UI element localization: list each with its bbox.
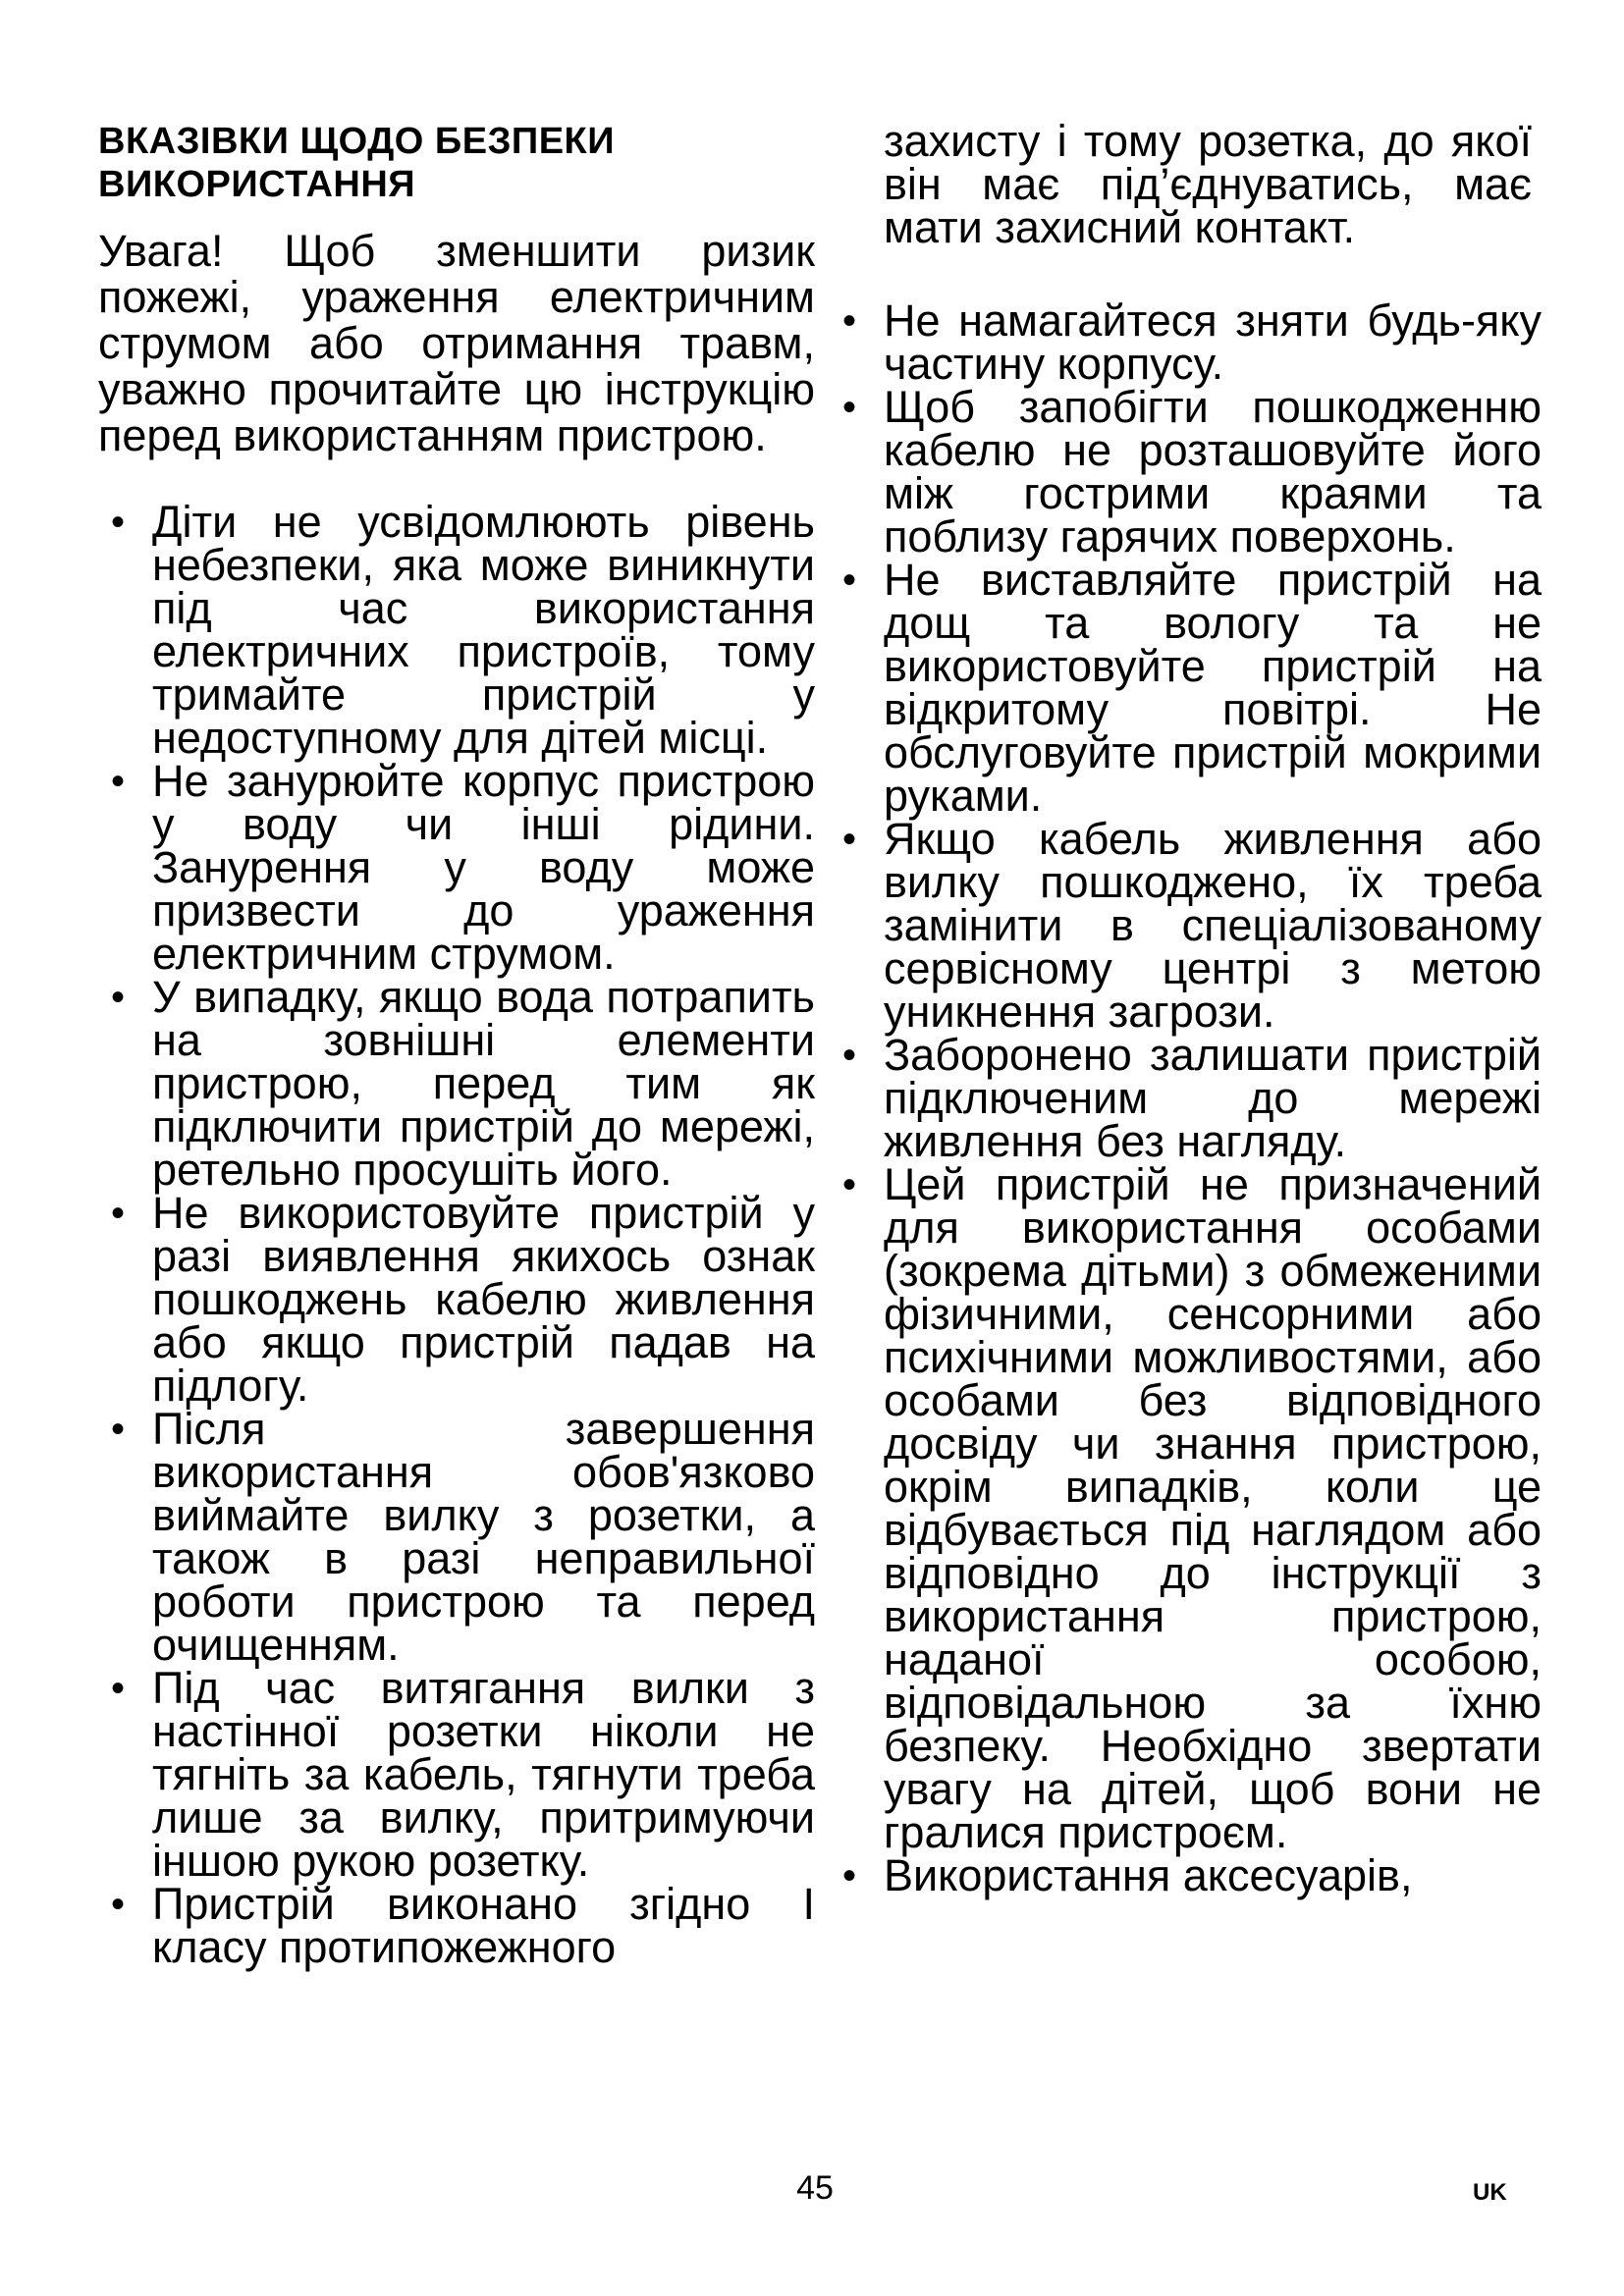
bullet-icon: • (841, 386, 856, 429)
bullet-icon: • (110, 501, 125, 544)
bullet-icon: • (841, 299, 856, 343)
bullet-icon: • (110, 1192, 125, 1235)
bullet-icon: • (110, 1883, 125, 1926)
bullet-icon: • (110, 760, 125, 803)
list-item (98, 1404, 815, 1670)
bullet-icon: • (841, 1163, 856, 1206)
page-number: 45 (796, 2169, 834, 2207)
section-title: ВКАЗІВКИ ЩОДО БЕЗПЕКИ ВИКОРИСТАННЯ (98, 121, 616, 205)
list-item (830, 1030, 1542, 1166)
list-item-text: Щоб запобігти пошкодженню кабелю не розташовуйте його між гострими краями та поблизу гарячих поверхонь. (884, 382, 1542, 561)
bullet-icon: • (841, 818, 856, 861)
warning-intro: Увага! Щоб зменшити ризик пожежі, ураження електричним струмом або отримання травм, уважно прочитайте цю інструкцію перед використанням пристрою. (98, 226, 815, 460)
list-item (830, 814, 1542, 1037)
list-item-text: Заборонено залишати пристрій підключеним до мережі живлення без нагляду. (884, 1030, 1542, 1166)
list-item (98, 1663, 815, 1886)
list-item (98, 497, 815, 763)
list-item-text: Не намагайтеся зняти будь-яку частину корпусу. (884, 295, 1542, 389)
list-item (98, 972, 815, 1195)
list-item-text: Під час витягання вилки з настінної розетки ніколи не тягніть за кабель, тягнути треба лише за вилку, притримуючи іншою рукою розетку. (152, 1663, 815, 1886)
bullet-icon: • (110, 1667, 125, 1710)
list-item-text: Діти не усвідомлюють рівень небезпеки, яка може виникнути під час використання електричних пристроїв, тому тримайте пристрій у недоступному для дітей місці. (152, 497, 815, 763)
bullet-icon: • (841, 559, 856, 602)
list-item-text: Пристрій виконано згідно І класу протипожежного (152, 1879, 815, 1972)
list-item-text: Використання аксесуарів, (884, 1850, 1413, 1900)
list-item (830, 1159, 1542, 1857)
list-item-text: Не виставляйте пристрій на дощ та вологу та не використовуйте пристрій на відкритому повітрі. Не обслуговуйте пристрій мокрими руками. (884, 555, 1542, 821)
list-item (830, 555, 1542, 821)
safety-list-left (98, 497, 815, 1972)
list-item (830, 1850, 1542, 1900)
bullet-icon: • (110, 1408, 125, 1451)
list-item-text: У випадку, якщо вода потрапить на зовнішні елементи пристрою, перед тим як підключити пристрій до мережі, ретельно просушіть його. (152, 972, 815, 1195)
language-code: UK (1473, 2179, 1507, 2206)
safety-list-right (830, 295, 1542, 1900)
list-item (98, 756, 815, 979)
bullet-icon: • (110, 976, 125, 1019)
list-item (98, 1879, 815, 1972)
list-item-text: Якщо кабель живлення або вилку пошкоджено, їх треба замінити в спеціалізованому сервісному центрі з метою уникнення загрози. (884, 814, 1542, 1037)
list-item-text: Після завершення використання обов'язково виймайте вилку з розетки, а також в разі неправильної роботи пристрою та перед очищенням. (152, 1404, 815, 1670)
list-item-text: Не використовуйте пристрій у разі виявлення якихось ознак пошкоджень кабелю живлення або якщо пристрій падав на підлогу. (152, 1188, 815, 1411)
bullet-icon: • (841, 1854, 856, 1897)
list-item (830, 382, 1542, 561)
list-item-text: Цей пристрій не призначений для використання особами (зокрема дітьми) з обмеженими фізичними, сенсорними або психічними можливостями, або особами без відповідного досвіду чи знання пристрою, окрім випадків, коли це відбувається під наглядом або відповідно до інструкції з використання пристрою, наданої особою, відповідальною за їхню безпеку. Необхідно звертати увагу на дітей, щоб вони не гралися пристроєм. (884, 1159, 1542, 1857)
continued-text: захисту і тому розетка, до якої він має під’єднуватись, має мати захисний контакт. (884, 116, 1532, 252)
list-item-text: Не занурюйте корпус пристрою у воду чи інші рідини. Занурення у воду може призвести до ураження електричним струмом. (152, 756, 815, 979)
list-item (98, 1188, 815, 1411)
list-item (830, 295, 1542, 389)
bullet-icon: • (841, 1034, 856, 1077)
